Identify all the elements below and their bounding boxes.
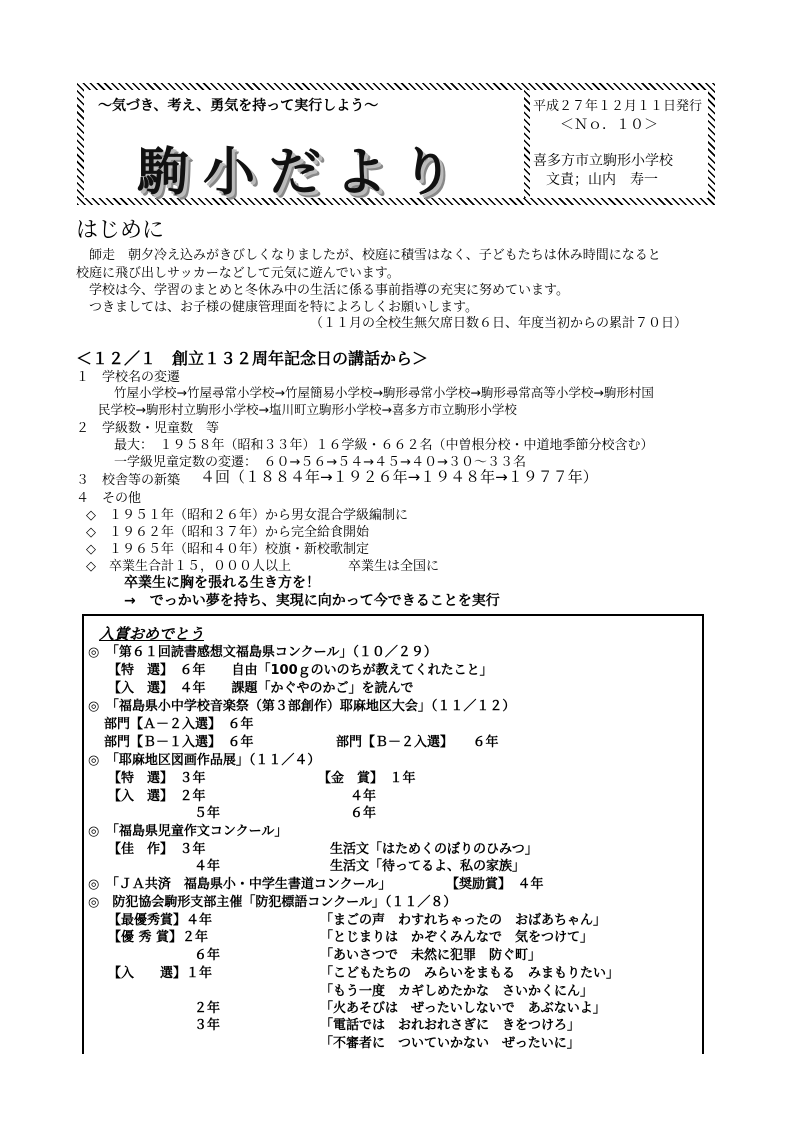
header-divider (524, 90, 530, 198)
speech-message-2: → でっかい夢を持ち、実現に向かって今できることを実行 (124, 593, 500, 609)
intro-p1a: 師走 朝夕冷え込みがきびしくなりましたが、校庭に積雪はなく、子どもたちは休み時間になると (76, 248, 661, 263)
award-c3-row3a: ５年 (194, 806, 221, 821)
intro-note: （１１月の全校生無欠席日数６日、年度当初からの累計７０日） (310, 316, 688, 331)
award-c6-row6a: ２年 (194, 1001, 221, 1016)
award-c6-row4a: 【入 選】１年 (108, 966, 213, 981)
award-c6-row5: 「もう一度 カギしめたかな さいかくにん」 (320, 984, 594, 999)
speech-other-3: ◇ １９６５年（昭和４０年）校旗・新校歌制定 (86, 542, 369, 557)
speech-s1: １ 学校名の変遷 (76, 370, 181, 385)
award-c3-row2b: ４年 (350, 789, 377, 804)
award-c6-row1b: 「まごの声 わすれちゃったの おばあちゃん」 (320, 913, 607, 928)
award-c6-row2a: 【優 秀 賞】２年 (108, 930, 209, 945)
speech-s2: ２ 学級数・児童数 等 (76, 421, 220, 436)
award-c6-row1a: 【最優秀賞】４年 (108, 913, 213, 928)
speech-other-1: ◇ １９５１年（昭和２６年）から男女混合学級編制に (86, 508, 408, 523)
award-c6-row6b: 「火あそびは ぜったいしないで あぶないよ」 (320, 1001, 606, 1016)
speech-s3a: ３ 校舎等の新築 (76, 473, 194, 488)
award-c1-row2: 【入 選】 ４年 課題「かぐやのかご」を読んで (108, 681, 414, 696)
award-c4-row2a: ４年 (194, 859, 221, 874)
speech-s1b: 民学校→駒形村立駒形小学校→塩川町立駒形小学校→喜多方市立駒形小学校 (98, 402, 517, 417)
award-c4-row1a: 【佳 作】 ３年 (108, 842, 206, 857)
intro-p2: 学校は今、学習のまとめと冬休み中の生活に係る事前指導の充実に努めています。 (76, 283, 569, 298)
award-contest-4: ◎ 「福島県児童作文コンクール」 (88, 824, 288, 839)
speech-s3b: ４回（１８８４年→１９２６年→１９４８年→１９７７年） (200, 468, 598, 486)
award-c6-row8: 「不審者に ついていかない ぜったいに」 (320, 1036, 580, 1051)
speech-s4: ４ その他 (76, 491, 142, 506)
speech-s2a: 最大： １９５８年（昭和３３年）１６学級・６６２名（中曽根分校・中道地季節分校含む） (114, 438, 654, 453)
award-c6-row4b: 「こどもたちの みらいをまもる みまもりたい」 (320, 966, 620, 981)
header-box (77, 83, 715, 205)
award-c6-row7b: 「電話では おれおれさぎに きをつけろ」 (320, 1018, 581, 1033)
issue-number: ＜Ｎｏ．１０＞ (560, 117, 658, 133)
award-c3-row2a: 【入 選】 ２年 (108, 789, 206, 804)
slogan: ～気づき、考え、勇気を持って実行しよう～ (98, 98, 379, 114)
intro-p1b: 校庭に飛び出しサッカーなどして元気に遊んでいます。 (76, 266, 400, 281)
speech-s2b: 一学級児童定数の変遷： ６０→５６→５４→４５→４０→３０～３３名 (114, 455, 526, 470)
newsletter-title: 駒小だより (137, 143, 468, 203)
speech-heading: ＜１２／１ 創立１３２周年記念日の講話から＞ (76, 349, 429, 368)
intro-p3: つきましては、お子様の健康管理面を特によろしくお願いします。 (76, 300, 478, 315)
award-c4-row1b: 生活文「はためくのぼりのひみつ」 (330, 842, 538, 857)
school-name: 喜多方市立駒形小学校 (533, 153, 673, 169)
award-contest-5: ◎ 「ＪＡ共済 福島県小・中学生書道コンクール」 (88, 877, 392, 892)
award-c2-row1: 部門【Ａ－２入選】 ６年 (104, 717, 254, 732)
issue-date: 平成２７年１２月１１日発行 (533, 99, 703, 114)
speech-other-2: ◇ １９６２年（昭和３７年）から完全給食開始 (86, 525, 369, 540)
award-contest-6: ◎ 防犯協会駒形支部主催「防犯標語コンクール」（１１／８） (88, 895, 457, 910)
author: 文責；山内 寿一 (546, 172, 658, 188)
speech-other-4a: ◇ 卒業生合計１５，０００人以上 (86, 559, 291, 574)
awards-heading: 入賞おめでとう (99, 625, 205, 643)
award-c3-row3b: ６年 (350, 806, 377, 821)
award-c5-prize: 【奨励賞】 ４年 (446, 877, 544, 892)
speech-message-1: 卒業生に胸を張れる生き方を！ (124, 575, 320, 591)
award-c3-row1b: 【金 賞】 １年 (318, 771, 416, 786)
award-c4-row2b: 生活文「待ってるよ、私の家族」 (330, 859, 526, 874)
award-c2-row2b: 部門【Ｂ－２入選】 ６年 (336, 735, 499, 750)
award-contest-3: ◎ 「耶麻地区図画作品展」（１１／４） (88, 753, 321, 768)
award-c1-row1: 【特 選】 ６年 自由「100ｇのいのちが教えてくれたこと」 (108, 663, 493, 678)
award-c6-row7a: ３年 (194, 1018, 221, 1033)
speech-other-4b: 卒業生は全国に (348, 559, 440, 574)
award-c6-row3b: 「あいさつで 未然に犯罪 防ぐ町」 (320, 948, 542, 963)
award-c3-row1a: 【特 選】 ３年 (108, 771, 206, 786)
award-c6-row2b: 「とじまりは かぞくみんなで 気をつけて」 (320, 930, 594, 945)
header-inner (84, 90, 708, 203)
award-c6-row3a: ６年 (194, 948, 221, 963)
speech-s1a: 竹屋小学校→竹屋尋常小学校→竹屋簡易小学校→駒形尋常小学校→駒形尋常高等小学校→駒形村国 (114, 385, 654, 400)
award-contest-2: ◎ 「福島県小中学校音楽祭（第３部創作）耶麻地区大会」（１１／１２） (88, 699, 516, 714)
intro-heading: はじめに (76, 218, 165, 243)
award-c2-row2a: 部門【Ｂ－１入選】 ６年 (104, 735, 254, 750)
award-contest-1: ◎ 「第６１回読書感想文福島県コンクール」（１０／２９） (88, 645, 437, 660)
